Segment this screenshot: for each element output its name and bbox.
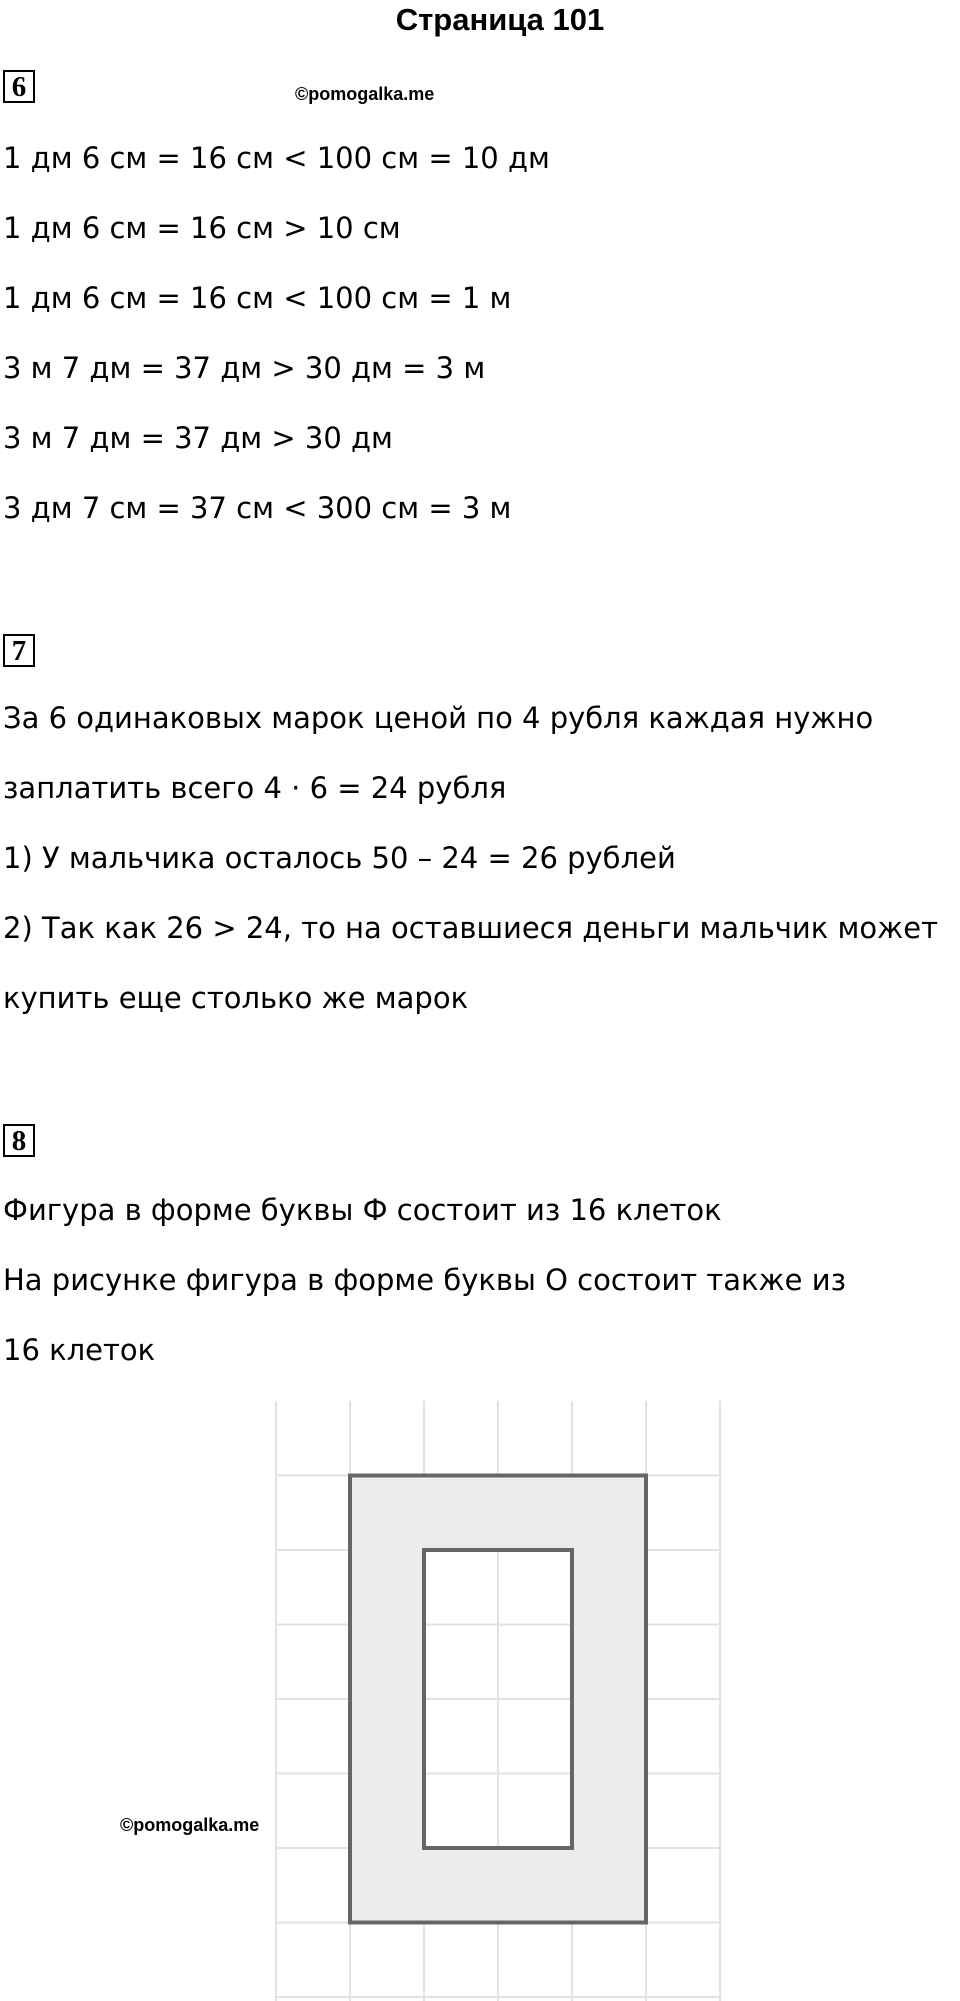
task-8-line: На рисунке фигура в форме буквы О состоит также из (3, 1263, 846, 1297)
task-6-line: 1 дм 6 см = 16 см > 10 см (3, 211, 401, 245)
task-7-line: купить еще столько же марок (3, 981, 469, 1015)
task-6-line: 1 дм 6 см = 16 см < 100 см = 1 м (3, 281, 512, 315)
task-8-number: 8 (3, 1124, 35, 1157)
task-6-line: 3 дм 7 см = 37 см < 300 см = 3 м (3, 491, 512, 525)
task-8-line: Фигура в форме буквы Ф состоит из 16 клеток (3, 1193, 722, 1227)
task-7-line: 1) У мальчика осталось 50 – 24 = 26 рублей (3, 841, 676, 875)
watermark-bottom: ©pomogalka.me (120, 1815, 260, 1835)
task-6-number: 6 (3, 70, 35, 103)
task-6-line: 3 м 7 дм = 37 дм > 30 дм = 3 м (3, 351, 486, 385)
task-7-number: 7 (3, 634, 35, 667)
task-7-line: 2) Так как 26 > 24, то на оставшиеся деньги мальчик может (3, 911, 938, 945)
page-title: Страница 101 (395, 2, 605, 37)
watermark-top: ©pomogalka.me (295, 84, 435, 104)
task-8-line: 16 клеток (3, 1333, 156, 1367)
task-6-line: 3 м 7 дм = 37 дм > 30 дм (3, 421, 393, 455)
task-7-line: За 6 одинаковых марок ценой по 4 рубля каждая нужно (3, 701, 874, 735)
task-6-line: 1 дм 6 см = 16 см < 100 см = 10 дм (3, 141, 550, 175)
task-7-line: заплатить всего 4 · 6 = 24 рубля (3, 771, 507, 805)
